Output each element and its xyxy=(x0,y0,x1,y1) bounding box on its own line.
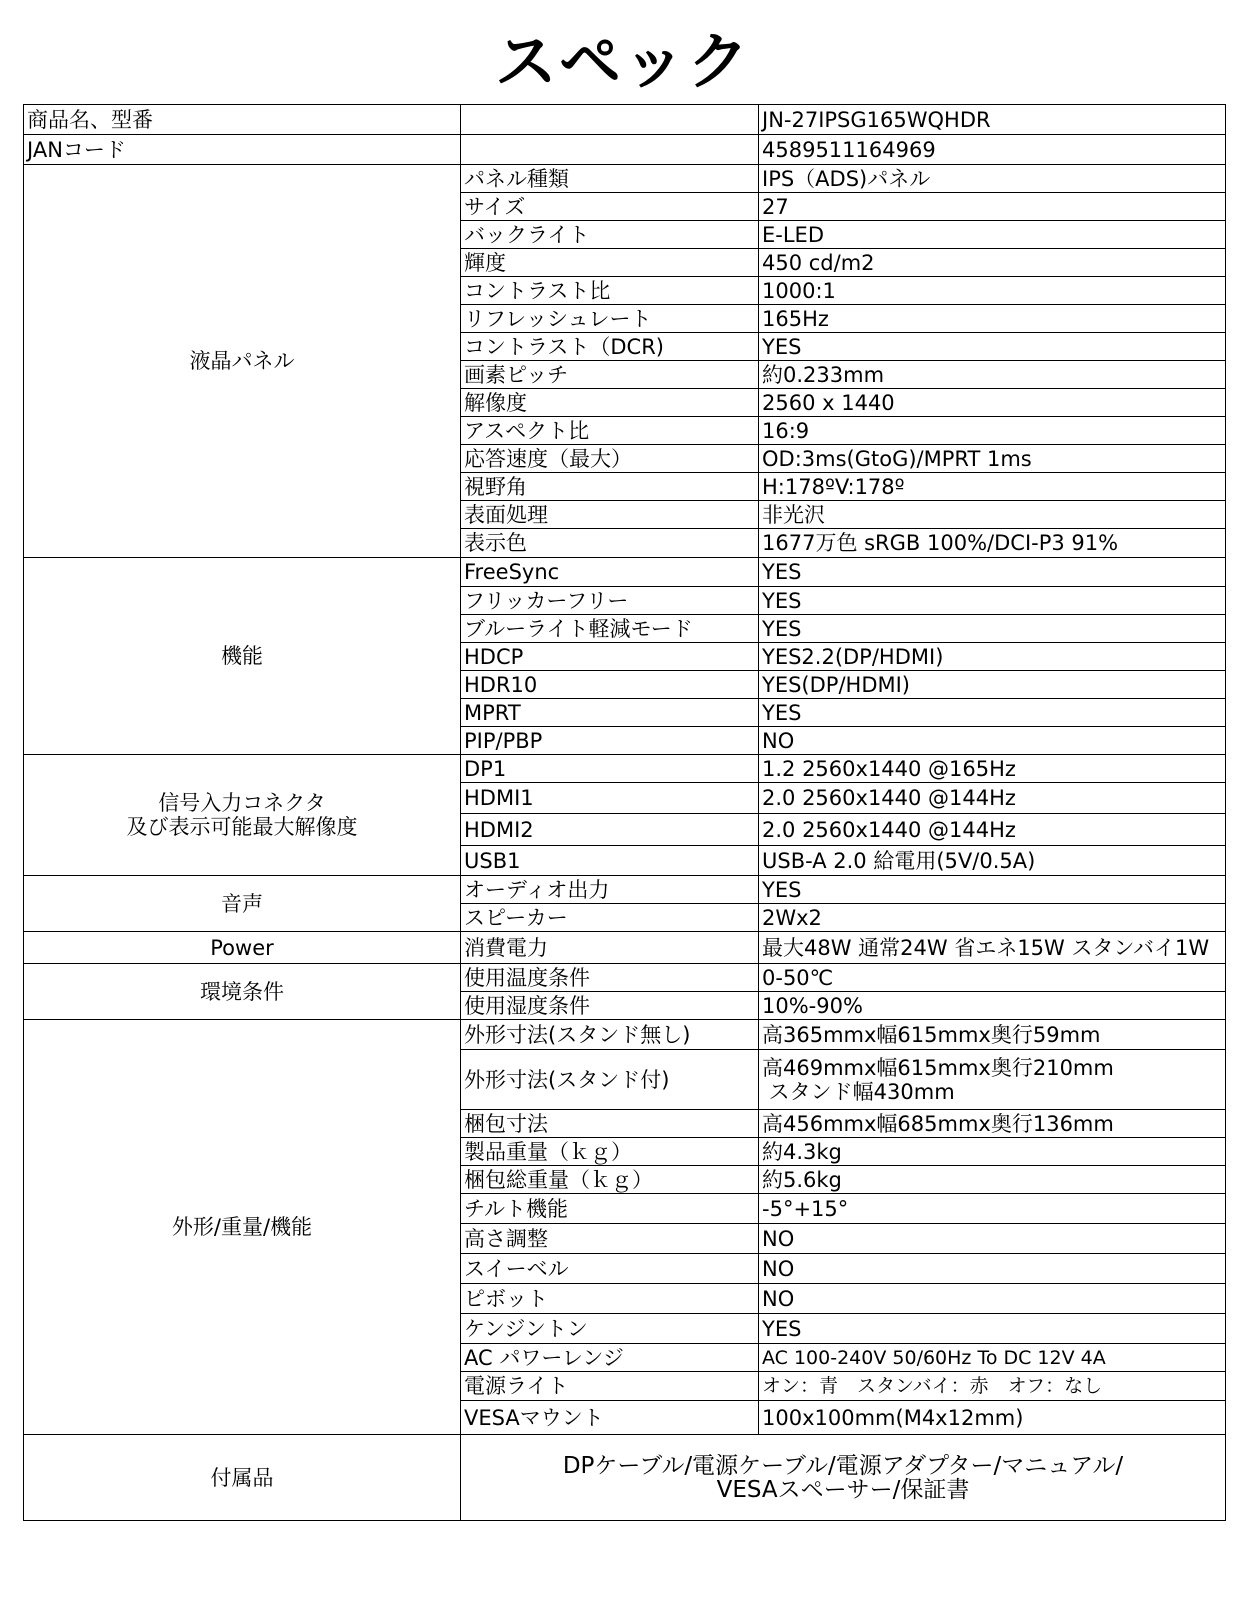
table-row xyxy=(24,932,1226,964)
table-row xyxy=(24,558,1226,587)
spec-value: 非光沢 xyxy=(759,501,1226,529)
spec-label: コントラスト（DCR) xyxy=(461,333,759,361)
accessories-line1: DPケーブル/電源ケーブル/電源アダプター/マニュアル/ xyxy=(562,1452,1124,1479)
spec-value: -5°+15° xyxy=(759,1194,1226,1224)
category-audio: 音声 xyxy=(24,876,461,932)
table-row xyxy=(24,964,1226,992)
spec-value: 高456mmx幅685mmx奥行136mm xyxy=(759,1110,1226,1138)
category-inputs-line2: 及び表示可能最大解像度 xyxy=(126,815,358,839)
spec-value: YES xyxy=(759,876,1226,904)
spec-value: NO xyxy=(759,1224,1226,1254)
spec-label: HDCP xyxy=(461,643,759,671)
spec-table xyxy=(23,104,1226,1521)
page-title: スペック xyxy=(494,25,751,98)
spec-value: 0-50℃ xyxy=(759,964,1226,992)
spec-value: 165Hz xyxy=(759,305,1226,333)
spec-label: 画素ピッチ xyxy=(461,361,759,389)
spec-value: 2560 x 1440 xyxy=(759,389,1226,417)
category-environment: 環境条件 xyxy=(24,964,461,1020)
spec-label: 外形寸法(スタンド付) xyxy=(461,1050,759,1110)
spec-value: YES2.2(DP/HDMI) xyxy=(759,643,1226,671)
spec-label: USB1 xyxy=(461,846,759,876)
spec-label: スピーカー xyxy=(461,904,759,932)
spec-value: 2Wx2 xyxy=(759,904,1226,932)
table-row xyxy=(24,755,1226,783)
spec-value-line2: スタンド幅430mm xyxy=(762,1079,955,1104)
table-row-jan xyxy=(24,135,1226,165)
table-row-product-name xyxy=(24,105,1226,135)
spec-label: パネル種類 xyxy=(461,165,759,193)
spec-value: 10%-90% xyxy=(759,992,1226,1020)
spec-label: オーディオ出力 xyxy=(461,876,759,904)
spec-label: HDR10 xyxy=(461,671,759,699)
product-name-label: 商品名、型番 xyxy=(24,105,461,135)
spec-value: NO xyxy=(759,727,1226,755)
spec-label: コントラスト比 xyxy=(461,277,759,305)
spec-value: 2.0 2560x1440 @144Hz xyxy=(759,814,1226,846)
spec-label: 使用温度条件 xyxy=(461,964,759,992)
spec-value: H:178ºV:178º xyxy=(759,473,1226,501)
table-row xyxy=(24,876,1226,904)
table-row-accessories xyxy=(24,1435,1226,1521)
spec-value: 2.0 2560x1440 @144Hz xyxy=(759,783,1226,814)
category-physical: 外形/重量/機能 xyxy=(24,1020,461,1435)
spec-label: リフレッシュレート xyxy=(461,305,759,333)
spec-label: 応答速度（最大） xyxy=(461,445,759,473)
category-power: Power xyxy=(24,932,461,964)
spec-value: YES xyxy=(759,333,1226,361)
spec-value-line1: 高469mmx幅615mmx奥行210mm xyxy=(762,1055,1114,1080)
spec-value xyxy=(759,1050,1226,1110)
spec-label: アスペクト比 xyxy=(461,417,759,445)
jan-label: JANコード xyxy=(24,135,461,165)
spec-label: AC パワーレンジ xyxy=(461,1344,759,1372)
category-features: 機能 xyxy=(24,558,461,755)
spec-value: 100x100mm(M4x12mm) xyxy=(759,1401,1226,1435)
spec-value: YES xyxy=(759,1314,1226,1344)
spec-value: 1677万色 sRGB 100%/DCI-P3 91% xyxy=(759,529,1226,558)
spec-value: USB-A 2.0 給電用(5V/0.5A) xyxy=(759,846,1226,876)
spec-label: 電源ライト xyxy=(461,1372,759,1401)
spec-label: 表面処理 xyxy=(461,501,759,529)
spec-value: 約5.6kg xyxy=(759,1166,1226,1194)
spec-label: 製品重量（ｋｇ） xyxy=(461,1138,759,1166)
spec-label: 表示色 xyxy=(461,529,759,558)
jan-value: 4589511164969 xyxy=(759,135,1226,165)
spec-value: 高365mmx幅615mmx奥行59mm xyxy=(759,1020,1226,1050)
spec-value: YES xyxy=(759,615,1226,643)
spec-label: MPRT xyxy=(461,699,759,727)
spec-label: 解像度 xyxy=(461,389,759,417)
spec-label: DP1 xyxy=(461,755,759,783)
accessories-value xyxy=(461,1435,1226,1521)
spec-label: VESAマウント xyxy=(461,1401,759,1435)
spec-value: 約0.233mm xyxy=(759,361,1226,389)
spec-label: FreeSync xyxy=(461,558,759,587)
spec-value: 27 xyxy=(759,193,1226,221)
spec-label: HDMI2 xyxy=(461,814,759,846)
spec-label: 視野角 xyxy=(461,473,759,501)
spec-value: YES xyxy=(759,558,1226,587)
table-row xyxy=(24,1020,1226,1050)
empty-cell xyxy=(461,135,759,165)
spec-label: バックライト xyxy=(461,221,759,249)
spec-label: サイズ xyxy=(461,193,759,221)
spec-value: YES xyxy=(759,587,1226,615)
category-inputs-line1: 信号入力コネクタ xyxy=(158,791,326,815)
spec-label: ピボット xyxy=(461,1284,759,1314)
table-row xyxy=(24,165,1226,193)
spec-value: NO xyxy=(759,1254,1226,1284)
accessories-line2: VESAスペーサー/保証書 xyxy=(716,1476,970,1503)
spec-label: ブルーライト軽減モード xyxy=(461,615,759,643)
spec-label: チルト機能 xyxy=(461,1194,759,1224)
category-panel: 液晶パネル xyxy=(24,165,461,558)
spec-value: NO xyxy=(759,1284,1226,1314)
spec-value: 1.2 2560x1440 @165Hz xyxy=(759,755,1226,783)
spec-label: ケンジントン xyxy=(461,1314,759,1344)
spec-label: 使用湿度条件 xyxy=(461,992,759,1020)
spec-value: 450 cd/m2 xyxy=(759,249,1226,277)
spec-value: YES xyxy=(759,699,1226,727)
spec-value: IPS（ADS)パネル xyxy=(759,165,1226,193)
category-inputs xyxy=(24,755,461,876)
product-name-value: JN-27IPSG165WQHDR xyxy=(759,105,1226,135)
spec-value: E-LED xyxy=(759,221,1226,249)
spec-value: YES(DP/HDMI) xyxy=(759,671,1226,699)
category-accessories: 付属品 xyxy=(24,1435,461,1521)
spec-value: OD:3ms(GtoG)/MPRT 1ms xyxy=(759,445,1226,473)
empty-cell xyxy=(461,105,759,135)
spec-label: 消費電力 xyxy=(461,932,759,964)
spec-value: AC 100-240V 50/60Hz To DC 12V 4A xyxy=(759,1344,1226,1372)
spec-label: 高さ調整 xyxy=(461,1224,759,1254)
spec-label: フリッカーフリー xyxy=(461,587,759,615)
spec-value: 約4.3kg xyxy=(759,1138,1226,1166)
spec-value: 最大48W 通常24W 省エネ15W スタンバイ1W xyxy=(759,932,1226,964)
spec-label: スイーベル xyxy=(461,1254,759,1284)
spec-label: HDMI1 xyxy=(461,783,759,814)
spec-value: 16:9 xyxy=(759,417,1226,445)
spec-label: 輝度 xyxy=(461,249,759,277)
spec-value: オン：青 スタンバイ：赤 オフ：なし xyxy=(759,1372,1226,1401)
spec-value: 1000:1 xyxy=(759,277,1226,305)
spec-label: 梱包総重量（ｋｇ） xyxy=(461,1166,759,1194)
spec-label: 梱包寸法 xyxy=(461,1110,759,1138)
spec-label: 外形寸法(スタンド無し) xyxy=(461,1020,759,1050)
spec-label: PIP/PBP xyxy=(461,727,759,755)
